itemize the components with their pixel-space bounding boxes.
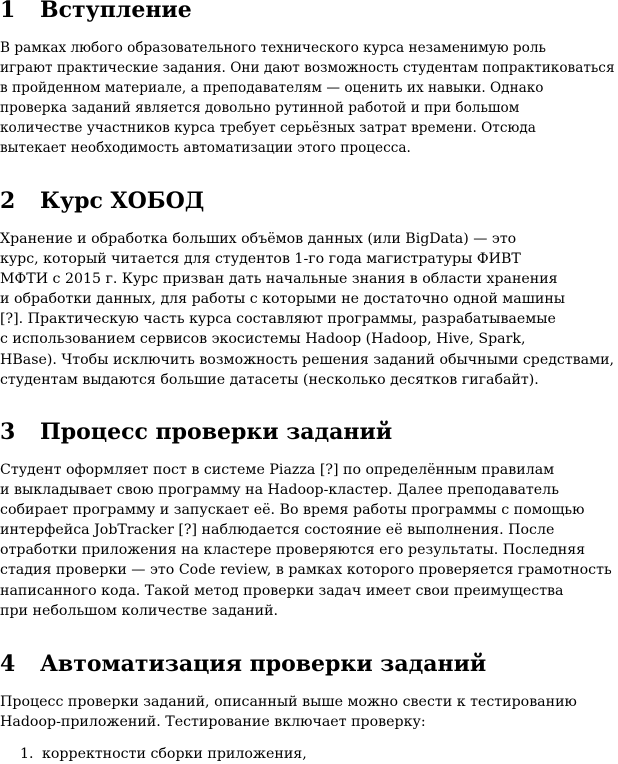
- paragraph-line: вытекает необходимость автоматизации этого процесса.: [0, 140, 411, 157]
- paragraph-line: Процесс проверки заданий, описанный выше можно свести к тестированию: [0, 694, 577, 710]
- paragraph-line: Хранение и обработка больших объёмов данных (или BigData) — это: [0, 231, 517, 247]
- paragraph-line: при небольшом количестве заданий.: [0, 602, 279, 619]
- paragraph-line: В рамках любого образовательного технического курса незаменимую роль: [0, 40, 546, 56]
- section-2-number: 2: [0, 188, 16, 214]
- paragraph-line: количестве участников курса требует серьёзных затрат времени. Отсюда: [0, 120, 536, 137]
- section-1-title: Вступление: [40, 0, 192, 23]
- paragraph-line: отработки приложения на кластере проверяются его результаты. Последняя: [0, 542, 586, 559]
- section-1-number: 1: [0, 0, 16, 23]
- paragraph-line: в пройденном материале, а преподавателям — оценить их навыки. Однако: [0, 80, 544, 97]
- section-3-paragraph: [0, 460, 612, 621]
- paragraph-line: Студент оформляет пост в системе Piazza [?] по определённым правилам: [0, 462, 555, 478]
- section-3-number: 3: [0, 419, 16, 445]
- paragraph-line: написанного кода. Такой метод проверки задач имеет свои преимущества: [0, 582, 564, 599]
- section-3-title: Процесс проверки заданий: [40, 419, 393, 445]
- enumerated-list-item: [20, 744, 307, 764]
- paragraph-line: и выкладывает свою программу на Hadoop-кластер. Далее преподаватель: [0, 482, 559, 499]
- paragraph-line: с использованием сервисов экосистемы Hadoop (Hadoop, Hive, Spark,: [0, 331, 526, 348]
- paragraph-line: [?]. Практическую часть курса составляют программы, разрабатываемые: [0, 311, 556, 328]
- list-item-text: корректности сборки приложения,: [42, 746, 307, 762]
- paragraph-line: МФТИ с 2015 г. Курс призван дать начальные знания в области хранения: [0, 271, 558, 288]
- paragraph-line: курс, который читается для студентов 1-го года магистратуры ФИВТ: [0, 251, 521, 268]
- paragraph-line: HBase). Чтобы исключить возможность решения заданий обычными средствами,: [0, 351, 615, 368]
- paragraph-line: интерфейса JobTracker [?] наблюдается состояние её выполнения. После: [0, 522, 555, 539]
- section-3-heading: [0, 418, 392, 446]
- section-2-paragraph: [0, 229, 615, 390]
- paragraph-line: проверка заданий является довольно рутинной работой и при большом: [0, 100, 520, 117]
- section-4-title: Автоматизация проверки заданий: [40, 651, 487, 677]
- paragraph-line: студентам выдаются большие датасеты (несколько десятков гигабайт).: [0, 371, 539, 388]
- paragraph-line: играют практические задания. Они дают возможность студентам попрактиковаться: [0, 60, 615, 77]
- section-2-heading: [0, 187, 204, 215]
- section-4-heading: [0, 650, 486, 678]
- section-4-number: 4: [0, 651, 16, 677]
- paragraph-line: Hadoop-приложений. Тестирование включает проверку:: [0, 714, 426, 731]
- paragraph-line: собирает программу и запускает её. Во время работы программы с помощью: [0, 502, 585, 519]
- paragraph-line: стадия проверки — это Code review, в рамках которого проверяется грамотность: [0, 562, 612, 579]
- section-1-paragraph: [0, 38, 618, 159]
- section-4-paragraph: [0, 692, 577, 732]
- section-2-title: Курс ХОБОД: [40, 188, 205, 214]
- list-item-number: 1.: [20, 746, 34, 762]
- section-1-heading: [0, 0, 192, 24]
- paragraph-line: и обработки данных, для работы с которыми не достаточно одной машины: [0, 291, 566, 308]
